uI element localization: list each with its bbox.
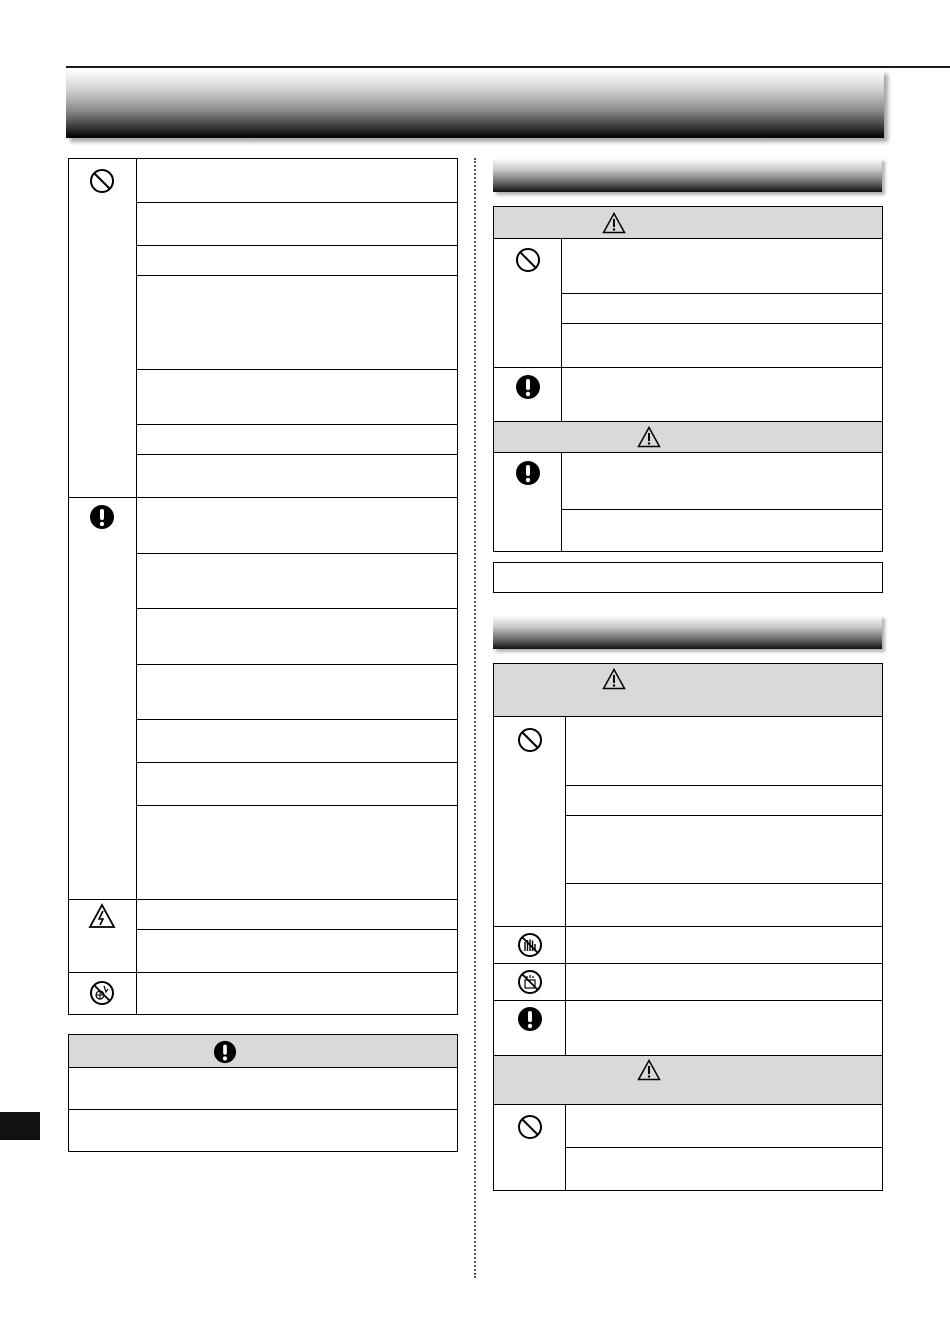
warning-triangle-icon <box>637 1059 661 1081</box>
prohibition-icon <box>89 168 115 194</box>
left-safety-table <box>68 158 458 1015</box>
mandatory-action-icon <box>515 374 541 400</box>
mandatory-action-icon <box>517 1006 543 1032</box>
warning-triangle-icon <box>602 668 626 690</box>
warning-header <box>494 664 882 717</box>
right-safety-table-2 <box>493 663 883 1191</box>
warning-triangle-icon <box>637 426 661 448</box>
mandatory-action-icon <box>515 460 541 486</box>
mandatory-action-icon <box>89 504 115 530</box>
caution-header <box>494 1055 882 1105</box>
right-note-box <box>493 562 883 593</box>
notice-header <box>69 1035 457 1068</box>
left-notice-table <box>68 1034 458 1152</box>
right-safety-table-1 <box>493 206 883 552</box>
warning-triangle-icon <box>602 212 626 234</box>
prohibition-icon <box>515 247 541 273</box>
section-banner-2 <box>493 615 882 649</box>
caution-header <box>494 421 882 453</box>
prohibition-icon <box>517 1114 543 1140</box>
page-side-tab <box>0 1112 40 1140</box>
electric-shock-warning-icon <box>88 903 116 929</box>
prohibition-icon <box>517 727 543 753</box>
section-banner-1 <box>493 158 882 192</box>
top-rule <box>66 66 950 68</box>
no-fan-contact-icon <box>89 980 115 1006</box>
no-water-spray-icon <box>517 969 543 995</box>
mandatory-action-icon <box>213 1040 237 1064</box>
no-wet-hands-icon <box>517 932 543 958</box>
page-title-banner <box>66 70 884 138</box>
column-divider <box>474 158 476 1278</box>
warning-header <box>494 207 882 239</box>
